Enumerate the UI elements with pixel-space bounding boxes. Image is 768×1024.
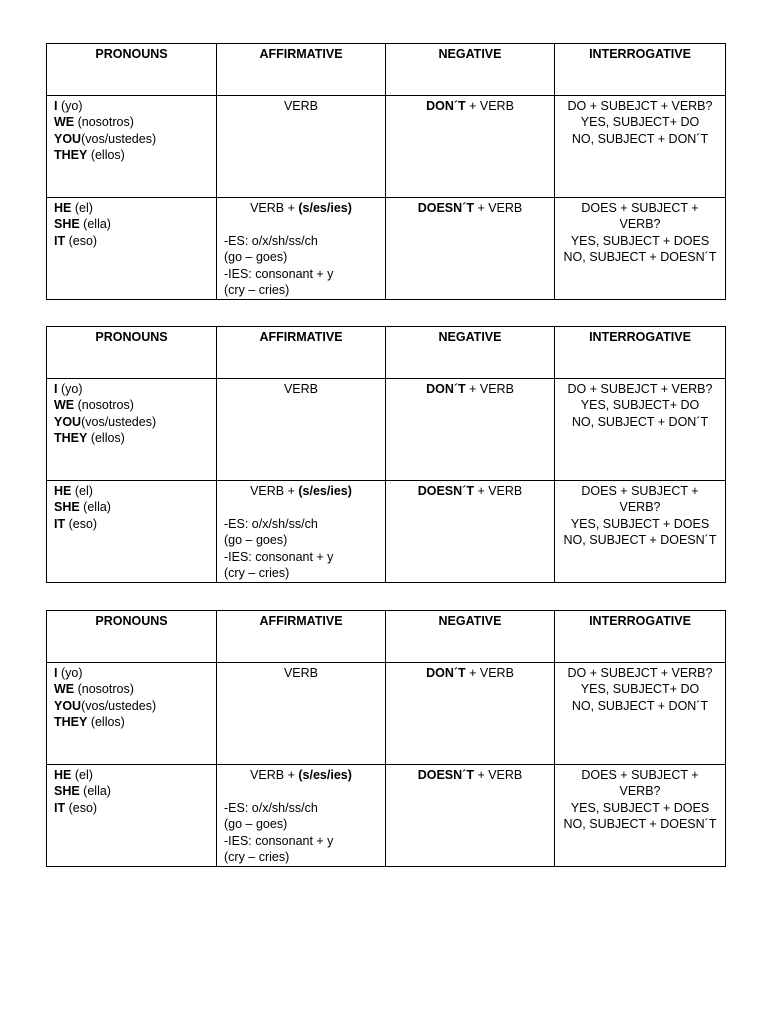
header-row [47, 44, 726, 96]
affirmative-text: VERB [283, 666, 319, 680]
negative-text: DOESN´T + VERB [417, 484, 523, 498]
pronouns-cell [47, 198, 217, 300]
interrogative-line: NO, SUBJECT + DOESN´T [563, 817, 717, 832]
pronoun-line: YOU(vos/ustedes) [54, 131, 157, 146]
spelling-rule: -ES: o/x/sh/ss/ch [224, 233, 318, 248]
pronoun-line: I (yo) [54, 99, 83, 113]
pronoun-line: IT (eso) [54, 233, 98, 248]
interrogative-cell [555, 198, 726, 300]
pronoun-line: IT (eso) [54, 516, 98, 531]
pronoun-line: HE (el) [54, 201, 93, 215]
grammar-table-3 [46, 610, 726, 867]
header-row [47, 327, 726, 379]
grammar-table-2 [46, 326, 726, 583]
spelling-rule: -ES: o/x/sh/ss/ch [224, 516, 318, 531]
table-row-plural [47, 96, 726, 198]
pronoun-line: SHE (ella) [54, 217, 111, 232]
affirmative-text: VERB + (s/es/ies) [250, 768, 352, 782]
grammar-table-1 [46, 43, 726, 300]
affirmative-text: VERB [283, 99, 319, 113]
spelling-rule: (go – goes) [224, 250, 288, 265]
spelling-rule: -IES: consonant + y [224, 549, 334, 564]
negative-cell [386, 96, 555, 198]
table-row-plural [47, 379, 726, 481]
spacer [224, 499, 378, 515]
interrogative-line: YES, SUBJECT + DOES [570, 516, 710, 531]
negative-text: DOESN´T + VERB [417, 201, 523, 215]
interrogative-line: NO, SUBJECT + DON´T [571, 414, 709, 429]
interrogative-line: DOES + SUBJECT + VERB? [581, 768, 699, 799]
pronoun-line: SHE (ella) [54, 784, 111, 799]
negative-cell [386, 481, 555, 583]
affirmative-cell [217, 765, 386, 867]
pronoun-line: YOU(vos/ustedes) [54, 698, 157, 713]
header-affirmative: AFFIRMATIVE [217, 44, 386, 96]
table-row-singular [47, 481, 726, 583]
spelling-rule: (go – goes) [224, 817, 288, 832]
interrogative-line: NO, SUBJECT + DOESN´T [563, 250, 717, 265]
affirmative-cell [217, 663, 386, 765]
table-row-singular [47, 198, 726, 300]
pronoun-line: THEY (ellos) [54, 148, 125, 163]
negative-text: DON´T + VERB [426, 666, 514, 680]
header-negative: NEGATIVE [386, 44, 555, 96]
header-row [47, 611, 726, 663]
interrogative-line: DO + SUBEJCT + VERB? [567, 666, 713, 680]
interrogative-line: YES, SUBJECT + DOES [570, 800, 710, 815]
affirmative-cell [217, 379, 386, 481]
header-negative: NEGATIVE [386, 327, 555, 379]
negative-text: DOESN´T + VERB [417, 768, 523, 782]
pronoun-line: THEY (ellos) [54, 715, 125, 730]
header-pronouns: PRONOUNS [47, 611, 217, 663]
header-affirmative: AFFIRMATIVE [217, 611, 386, 663]
interrogative-line: YES, SUBJECT+ DO [580, 115, 700, 130]
interrogative-line: NO, SUBJECT + DOESN´T [563, 533, 717, 548]
negative-cell [386, 379, 555, 481]
interrogative-line: NO, SUBJECT + DON´T [571, 698, 709, 713]
header-negative: NEGATIVE [386, 611, 555, 663]
pronoun-line: SHE (ella) [54, 500, 111, 515]
pronoun-line: WE (nosotros) [54, 682, 134, 697]
pronoun-line: I (yo) [54, 666, 83, 680]
affirmative-cell [217, 96, 386, 198]
affirmative-cell [217, 198, 386, 300]
pronoun-line: HE (el) [54, 484, 93, 498]
interrogative-cell [555, 663, 726, 765]
pronouns-cell [47, 379, 217, 481]
spelling-rule: (go – goes) [224, 533, 288, 548]
pronoun-line: WE (nosotros) [54, 115, 134, 130]
interrogative-cell [555, 765, 726, 867]
pronoun-line: YOU(vos/ustedes) [54, 414, 157, 429]
spelling-rule: (cry – cries) [224, 283, 290, 298]
affirmative-cell [217, 481, 386, 583]
header-affirmative: AFFIRMATIVE [217, 327, 386, 379]
pronouns-cell [47, 765, 217, 867]
affirmative-text: VERB + (s/es/ies) [250, 484, 352, 498]
pronoun-line: IT (eso) [54, 800, 98, 815]
interrogative-cell [555, 379, 726, 481]
negative-cell [386, 198, 555, 300]
header-pronouns: PRONOUNS [47, 44, 217, 96]
table-row-plural [47, 663, 726, 765]
spacer [224, 216, 378, 232]
interrogative-line: DO + SUBEJCT + VERB? [567, 99, 713, 113]
interrogative-cell [555, 481, 726, 583]
table-row-singular [47, 765, 726, 867]
spelling-rule: -IES: consonant + y [224, 833, 334, 848]
spacer [224, 783, 378, 799]
pronouns-cell [47, 481, 217, 583]
header-pronouns: PRONOUNS [47, 327, 217, 379]
negative-cell [386, 663, 555, 765]
header-interrogative: INTERROGATIVE [555, 44, 726, 96]
header-interrogative: INTERROGATIVE [555, 327, 726, 379]
pronouns-cell [47, 663, 217, 765]
negative-text: DON´T + VERB [426, 99, 514, 113]
negative-text: DON´T + VERB [426, 382, 514, 396]
interrogative-line: YES, SUBJECT+ DO [580, 682, 700, 697]
pronoun-line: THEY (ellos) [54, 431, 125, 446]
interrogative-cell [555, 96, 726, 198]
negative-cell [386, 765, 555, 867]
pronoun-line: I (yo) [54, 382, 83, 396]
spelling-rule: -IES: consonant + y [224, 266, 334, 281]
pronouns-cell [47, 96, 217, 198]
interrogative-line: YES, SUBJECT + DOES [570, 233, 710, 248]
interrogative-line: NO, SUBJECT + DON´T [571, 131, 709, 146]
interrogative-line: YES, SUBJECT+ DO [580, 398, 700, 413]
affirmative-text: VERB [283, 382, 319, 396]
header-interrogative: INTERROGATIVE [555, 611, 726, 663]
spelling-rule: (cry – cries) [224, 850, 290, 865]
pronoun-line: WE (nosotros) [54, 398, 134, 413]
interrogative-line: DOES + SUBJECT + VERB? [581, 484, 699, 515]
affirmative-text: VERB + (s/es/ies) [250, 201, 352, 215]
pronoun-line: HE (el) [54, 768, 93, 782]
interrogative-line: DO + SUBEJCT + VERB? [567, 382, 713, 396]
spelling-rule: (cry – cries) [224, 566, 290, 581]
interrogative-line: DOES + SUBJECT + VERB? [581, 201, 699, 232]
spelling-rule: -ES: o/x/sh/ss/ch [224, 800, 318, 815]
